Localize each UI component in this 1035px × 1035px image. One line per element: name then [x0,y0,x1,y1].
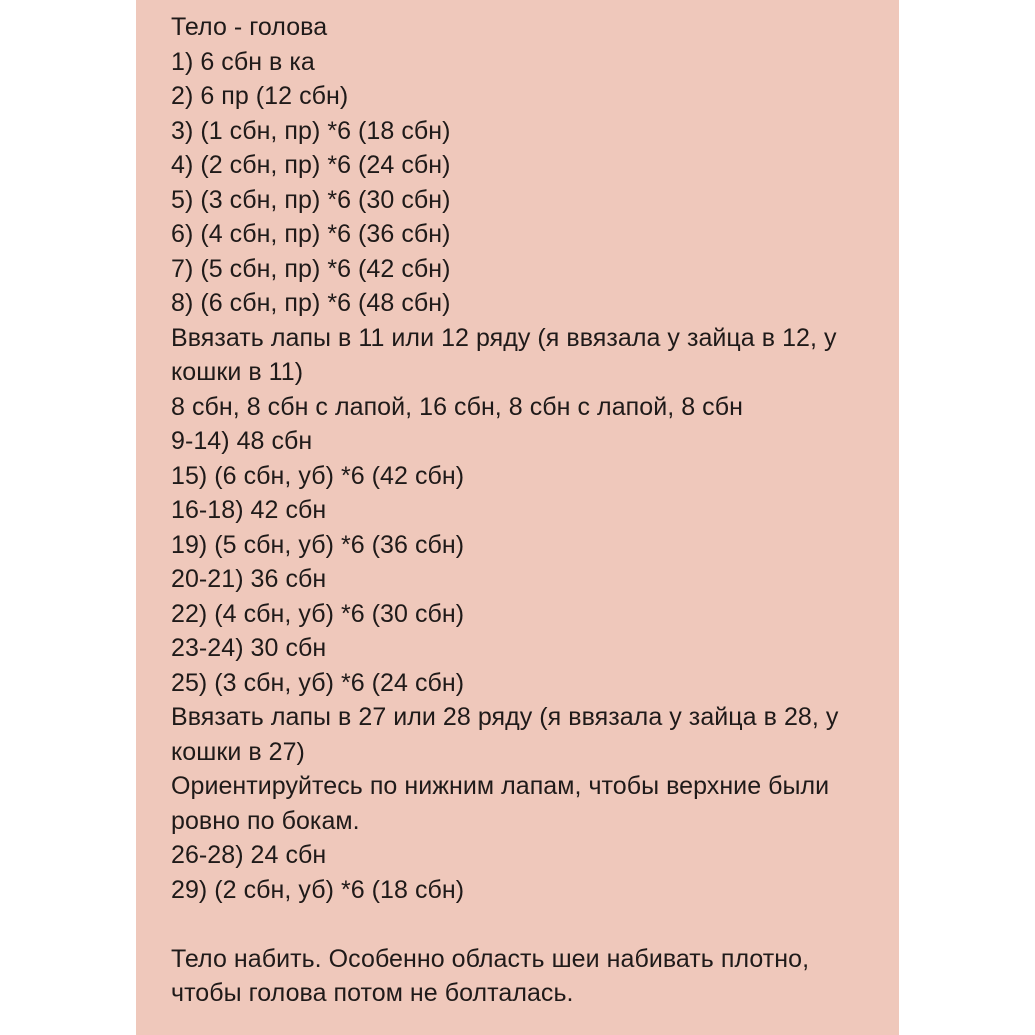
row-instruction: 1) 6 сбн в ка [171,47,315,76]
row-instruction: 2) 6 пр (12 сбн) [171,82,349,110]
row-instruction: 22) (4 сбн, уб) *6 (30 сбн) [171,599,465,628]
row-instruction: 29) (2 сбн, уб) *6 (18 сбн) [171,875,465,904]
row-instruction: 3) (1 сбн, пр) *6 (18 сбн) [171,116,451,145]
row-instruction: 20-21) 36 сбн [171,565,327,593]
row-instruction: 6) (4 сбн, пр) *6 (36 сбн) [171,220,451,248]
row-instruction: 26-28) 24 сбн [171,841,327,869]
row-instruction: 8) (6 сбн, пр) *6 (48 сбн) [171,289,451,317]
row-instruction: 25) (3 сбн, уб) *6 (24 сбн) [171,668,465,697]
orientation-note: Ориентируйтесь по нижним лапам, чтобы верхние были ровно по бокам. [171,772,830,835]
row-instruction: 19) (5 сбн, уб) *6 (36 сбн) [171,530,465,559]
section-heading: Тело - голова [171,13,328,41]
row-instruction: 15) (6 сбн, уб) *6 (42 сбн) [171,461,465,490]
row-instruction: 8 сбн, 8 сбн с лапой, 16 сбн, 8 сбн с лапой, 8 сбн [171,392,743,421]
row-instruction: 4) (2 сбн, пр) *6 (24 сбн) [171,151,451,179]
stuffing-note: Тело набить. Особенно область шеи набивать плотно, чтобы голова потом не болталась. [171,944,810,1007]
row-instruction: 9-14) 48 сбн [171,427,313,455]
pattern-text [171,10,886,1011]
row-instruction: 16-18) 42 сбн [171,496,327,524]
spacer [171,907,886,942]
paws-note: Ввязать лапы в 11 или 12 ряду (я ввязала у зайца в 12, у кошки в 11) [171,323,837,386]
paws-note: Ввязать лапы в 27 или 28 ряду (я ввязала у зайца в 28, у кошки в 27) [171,703,839,766]
row-instruction: 5) (3 сбн, пр) *6 (30 сбн) [171,185,451,214]
row-instruction: 7) (5 сбн, пр) *6 (42 сбн) [171,254,451,283]
pattern-card [136,0,899,1035]
row-instruction: 23-24) 30 сбн [171,634,327,662]
